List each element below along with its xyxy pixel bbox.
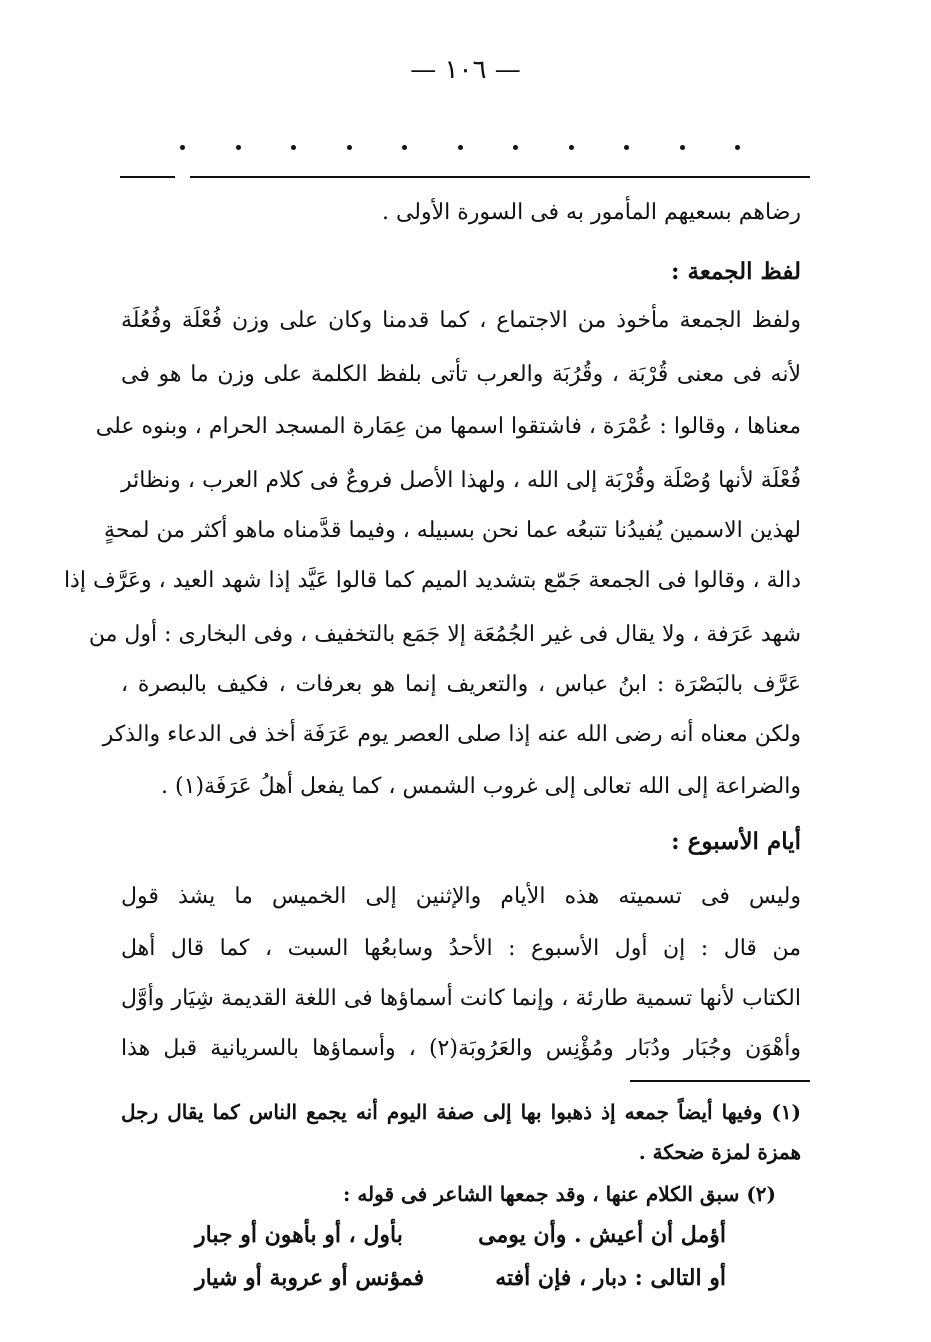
leader-dot — [180, 145, 185, 150]
body-line: دالة ، وقالوا فى الجمعة جَمّع بتشديد الميم كما قالوا عَيَّد إذا شهد العيد ، وعَرَّف إذا — [63, 568, 801, 593]
verse-hemistich-second: بأول ، أو بأهون أو جبار — [195, 1222, 403, 1248]
section-heading: أيام الأسبوع : — [671, 828, 801, 855]
body-line: ولكن معناه أنه رضى الله عنه إذا صلى العصر يوم عَرَفَة أخذ فى الدعاء والذكر — [102, 722, 801, 747]
body-line: لهذين الاسمين يُفيدُنا تتبعُه عما نحن بسبيله ، وفيما قدَّمناه ماهو أكثر من لمحةٍ — [104, 518, 801, 543]
header-rule-left — [120, 176, 175, 178]
leader-dot — [569, 145, 574, 150]
leader-dot — [347, 145, 352, 150]
body-line: لأنه فى معنى قُرْبَة ، وقُرُبَة والعرب تأتى بلفظ الكلمة على وزن ما هو فى — [121, 362, 801, 387]
verse-hemistich-first: أو التالى : دبار ، فإن أفته — [495, 1265, 726, 1291]
footnote-line: (٢) سبق الكلام عنها ، وقد جمعها الشاعر فى قوله : — [342, 1182, 776, 1206]
body-line: معناها ، وقالوا : عُمْرَة ، فاشتقوا اسمها من عِمَارة المسجد الحرام ، وبنوه على — [95, 414, 801, 439]
header-rule-right — [190, 176, 810, 178]
leader-dot — [513, 145, 518, 150]
page-number: — ١٠٦ — — [410, 55, 521, 85]
leader-dot — [680, 145, 685, 150]
footnote-line: (١) وفيها أيضاً جمعه إذ ذهبوا بها إلى صفة اليوم أنه يجمع الناس كما يقال رجل — [121, 1100, 802, 1124]
leader-dot — [236, 145, 241, 150]
body-line: شهد عَرَفة ، ولا يقال فى غير الجُمُعَة إلا جَمَع بالتخفيف ، وفى البخارى : أول من — [88, 622, 801, 647]
leader-dot — [402, 145, 407, 150]
body-line: والضراعة إلى الله تعالى إلى غروب الشمس ، كما يفعل أهلُ عَرَفَة(١) . — [161, 774, 801, 799]
leader-dot — [291, 145, 296, 150]
body-line: من قال : إن أول الأسبوع : الأحدُ وسابعُها السبت ، كما قال أهل — [121, 936, 801, 961]
body-line: عَرَّف بالبَصْرَة : ابنُ عباس ، والتعريف إنما هو بعرفات ، فكيف بالبصرة ، — [121, 672, 801, 697]
leader-dot — [735, 145, 740, 150]
body-line: ولفظ الجمعة مأخوذ من الاجتماع ، كما قدمنا وكان على وزن فُعْلَة وفُعُلَة — [121, 308, 801, 333]
verse-hemistich-second: فمؤنس أو عروبة أو شيار — [195, 1265, 425, 1291]
body-line: رضاهم بسعيهم المأمور به فى السورة الأولى . — [381, 200, 801, 225]
body-line: فُعْلَة لأنها وُصْلَة وقُرْبَة إلى الله ، ولهذا الأصل فروعٌ فى كلام العرب ، ونظائر — [121, 468, 801, 493]
verse-hemistich-first: أؤمل أن أعيش . وأن يومى — [478, 1222, 726, 1248]
body-line: وليس فى تسميته هذه الأيام والإثنين إلى الخميس ما يشذ قول — [121, 884, 801, 909]
footnote-separator — [630, 1080, 810, 1082]
body-line: وأهْوَن وجُبَار ودُبَار ومُؤْنِس والعَرُوبَة(٢) ، وأسماؤها بالسريانية قبل هذا — [121, 1036, 801, 1061]
section-heading: لفظ الجمعة : — [671, 258, 801, 285]
leader-dot — [624, 145, 629, 150]
body-line: الكتاب لأنها تسمية طارئة ، وإنما كانت أسماؤها فى اللغة القديمة شِيَار وأوَّل — [121, 986, 801, 1011]
leader-dot — [458, 145, 463, 150]
header-dot-leader — [180, 145, 740, 150]
footnote-line: همزة لمزة ضحكة . — [638, 1140, 801, 1164]
